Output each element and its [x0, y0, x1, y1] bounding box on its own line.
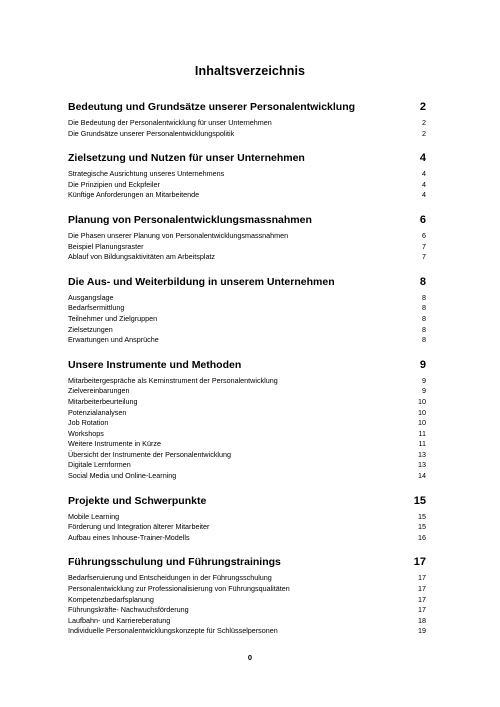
toc-entry-page: 6: [422, 230, 426, 240]
section-page-number: 9: [419, 358, 426, 371]
section-page-number: 8: [419, 275, 426, 288]
toc-entry[interactable]: [68, 325, 426, 336]
toc-entry-label: Teilnehmer und Zielgruppen: [68, 313, 158, 323]
toc-entry-label: Bedarfseruierung und Entscheidungen in der Führungsschulung: [68, 573, 272, 583]
toc-entry-page: 17: [418, 605, 426, 615]
toc-entry-label: Social Media und Online-Learning: [68, 471, 177, 481]
toc-entry-page: 7: [422, 252, 426, 262]
toc-entry[interactable]: [68, 118, 426, 129]
toc-entry-page: 10: [418, 418, 426, 428]
toc-entry-label: Die Grundsätze unserer Personalentwicklungspolitik: [68, 128, 235, 138]
toc-entry-label: Die Phasen unserer Planung von Personalentwicklungsmassnahmen: [68, 230, 289, 240]
toc-entry-page: 7: [422, 241, 426, 251]
toc-entry-page: 9: [422, 386, 426, 396]
toc-section-heading[interactable]: [68, 275, 426, 289]
toc-entry-label: Individuelle Personalentwicklungskonzepte für Schlüsselpersonen: [68, 626, 278, 636]
toc-entry[interactable]: [68, 605, 426, 616]
toc-entry[interactable]: [68, 584, 426, 595]
toc-entry[interactable]: [68, 242, 426, 253]
toc-entry-page: 9: [422, 375, 426, 385]
toc-entry-page: 18: [418, 615, 426, 625]
toc-entry-label: Beispiel Planungsraster: [68, 241, 144, 251]
toc-entry-label: Führungskräfte- Nachwuchsförderung: [68, 605, 189, 615]
toc-entry-label: Ausgangslage: [68, 292, 114, 302]
toc-entry-label: Kompetenzbedarfsplanung: [68, 594, 154, 604]
toc-entry[interactable]: [68, 376, 426, 387]
toc-entry-label: Mitarbeiterbeurteilung: [68, 396, 138, 406]
toc-entry-page: 8: [422, 292, 426, 302]
toc-entry-label: Workshops: [68, 428, 104, 438]
section-heading-text: Projekte und Schwerpunkte: [68, 494, 207, 507]
toc-entry-page: 19: [418, 626, 426, 636]
section-page-number: 4: [419, 152, 426, 165]
toc-entry[interactable]: [68, 460, 426, 471]
section-page-number: 6: [419, 213, 426, 226]
toc-section: [68, 555, 426, 637]
toc-entry-label: Weitere Instrumente in Kürze: [68, 439, 161, 449]
toc-entry[interactable]: [68, 293, 426, 304]
toc-entry[interactable]: [68, 439, 426, 450]
toc-section-heading[interactable]: [68, 494, 426, 508]
toc-entry-page: 15: [418, 522, 426, 532]
toc-section-heading[interactable]: [68, 151, 426, 165]
toc-entry[interactable]: [68, 386, 426, 397]
section-heading-text: Bedeutung und Grundsätze unserer Personalentwicklung: [68, 101, 356, 113]
toc-entry-label: Künftige Anforderungen an Mitarbeitende: [68, 190, 200, 200]
toc-section: [68, 275, 426, 346]
toc-entry[interactable]: [68, 169, 426, 180]
toc-entry[interactable]: [68, 231, 426, 242]
toc-entry[interactable]: [68, 626, 426, 637]
toc-entry[interactable]: [68, 129, 426, 140]
toc-entry[interactable]: [68, 616, 426, 627]
toc-entry[interactable]: [68, 190, 426, 201]
toc-entry-page: 13: [418, 449, 426, 459]
toc-section: [68, 494, 426, 544]
toc-entry-page: 8: [422, 313, 426, 323]
toc-entry[interactable]: [68, 314, 426, 325]
toc-entry-label: Bedarfsermittlung: [68, 303, 125, 313]
toc-entry-page: 8: [422, 335, 426, 345]
toc-entry-page: 13: [418, 460, 426, 470]
toc-entry[interactable]: [68, 573, 426, 584]
toc-entry[interactable]: [68, 533, 426, 544]
page-title: Inhaltsverzeichnis: [194, 64, 306, 78]
toc-entry[interactable]: [68, 429, 426, 440]
section-page-number: 17: [413, 556, 426, 569]
toc-entry-page: 17: [418, 594, 426, 604]
section-heading-text: Unsere Instrumente und Methoden: [68, 358, 242, 371]
toc-entry-page: 11: [418, 428, 426, 438]
toc-entry-label: Potenzialanalysen: [68, 407, 127, 417]
toc-entry-label: Aufbau eines Inhouse-Trainer-Modells: [68, 532, 190, 542]
toc-entry[interactable]: [68, 408, 426, 419]
toc-section: [68, 100, 426, 139]
toc-entry[interactable]: [68, 252, 426, 263]
toc-entry-label: Digitale Lernformen: [68, 460, 131, 470]
section-heading-text: Führungsschulung und Führungstrainings: [68, 556, 281, 569]
toc-entry-page: 2: [422, 128, 426, 138]
toc-section-heading[interactable]: [68, 555, 426, 569]
toc-entry-label: Die Bedeutung der Personalentwicklung für unser Unternehmen: [68, 118, 272, 127]
toc-entry-label: Erwartungen und Ansprüche: [68, 335, 159, 345]
toc-section-heading[interactable]: [68, 213, 426, 227]
toc-entry[interactable]: [68, 522, 426, 533]
toc-entry-label: Laufbahn- und Karriereberatung: [68, 615, 171, 625]
toc-entry-page: 8: [422, 303, 426, 313]
toc-entry[interactable]: [68, 450, 426, 461]
toc-entry[interactable]: [68, 512, 426, 523]
toc-section-heading[interactable]: [68, 100, 426, 114]
toc-entry-page: 16: [418, 532, 426, 542]
toc-entry-page: 11: [418, 439, 426, 449]
toc-entry-page: 4: [422, 179, 426, 189]
toc-entry-page: 2: [422, 118, 426, 127]
toc-entry-label: Zielvereinbarungen: [68, 386, 130, 396]
section-heading-text: Zielsetzung und Nutzen für unser Unternehmen: [68, 152, 305, 165]
toc-entry-page: 10: [418, 407, 426, 417]
table-of-contents: [68, 100, 426, 649]
section-heading-text: Die Aus- und Weiterbildung in unserem Unternehmen: [68, 275, 335, 288]
toc-entry-page: 8: [422, 324, 426, 334]
toc-section: [68, 213, 426, 263]
toc-entry-label: Zielsetzungen: [68, 324, 113, 334]
toc-entry-label: Mitarbeitergespräche als Kerninstrument der Personalentwicklung: [68, 375, 278, 385]
page-number: 0: [247, 653, 253, 662]
toc-entry-page: 4: [422, 169, 426, 179]
section-page-number: 2: [419, 101, 426, 113]
toc-entry-label: Förderung und Integration älterer Mitarbeiter: [68, 522, 210, 532]
toc-entry-page: 4: [422, 190, 426, 200]
toc-entry[interactable]: [68, 418, 426, 429]
toc-entry-label: Übersicht der Instrumente der Personalentwicklung: [68, 449, 231, 459]
toc-entry-label: Die Prinzipien und Eckpfeiler: [68, 179, 160, 189]
toc-entry-page: 17: [418, 584, 426, 594]
toc-section: [68, 358, 426, 482]
toc-entry[interactable]: [68, 180, 426, 191]
toc-entry[interactable]: [68, 303, 426, 314]
toc-entry-page: 15: [418, 511, 426, 521]
toc-entry[interactable]: [68, 397, 426, 408]
section-heading-text: Planung von Personalentwicklungsmassnahmen: [68, 213, 312, 226]
toc-entry-page: 14: [418, 471, 426, 481]
toc-entry[interactable]: [68, 335, 426, 346]
toc-entry-page: 17: [418, 573, 426, 583]
toc-section-heading[interactable]: [68, 358, 426, 372]
toc-entry[interactable]: [68, 471, 426, 482]
toc-entry-label: Mobile Learning: [68, 511, 120, 521]
toc-entry-label: Ablauf von Bildungsaktivitäten am Arbeitsplatz: [68, 252, 216, 262]
toc-entry-label: Strategische Ausrichtung unseres Unternehmens: [68, 169, 225, 179]
toc-entry-page: 10: [418, 396, 426, 406]
toc-entry[interactable]: [68, 595, 426, 606]
section-page-number: 15: [413, 494, 426, 507]
toc-section: [68, 151, 426, 201]
toc-entry-label: Personalentwicklung zur Professionalisierung von Führungsqualitäten: [68, 584, 290, 594]
toc-entry-label: Job Rotation: [68, 418, 109, 428]
